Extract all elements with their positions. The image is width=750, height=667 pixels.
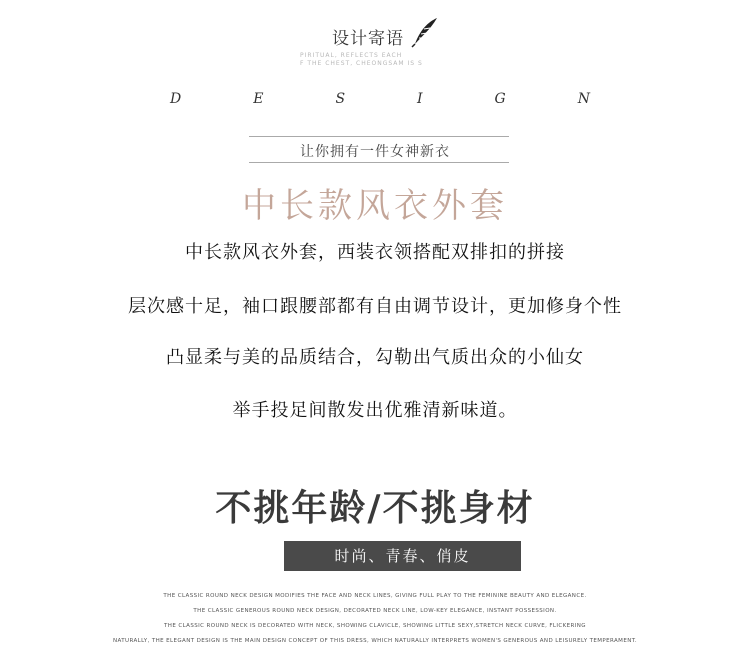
header-title: 设计寄语 [332, 29, 404, 49]
fine-print-line: THE CLASSIC GENEROUS ROUND NECK DESIGN, DECORATED NECK LINE, LOW-KEY ELEGANCE, INSTANT POSSESSION. [193, 608, 557, 614]
subtitle: 让你拥有一件女神新衣 [300, 144, 450, 160]
description-line: 层次感十足，袖口跟腰部都有自由调节设计，更加修身个性 [128, 296, 622, 317]
feather-quill-icon [410, 16, 440, 48]
fine-print-line: THE CLASSIC ROUND NECK DESIGN MODIFIES THE FACE AND NECK LINES, GIVING FULL PLAY TO THE FEMININE BEAUTY AND ELEGANCE. [163, 593, 587, 599]
design-word [170, 91, 590, 107]
fine-print-line: THE CLASSIC ROUND NECK IS DECORATED WITH NECK, SHOWING CLAVICLE, SHOWING LITTLE SEXY,STRETCH NECK CURVE, FLICKERING [164, 623, 586, 629]
description-line: 中长款风衣外套，西装衣领搭配双排扣的拼接 [185, 242, 565, 263]
style-tag-badge: 时尚、青春、俏皮 [284, 541, 521, 571]
divider-bottom [249, 162, 509, 163]
design-letter: I [417, 91, 423, 107]
design-letter: N [577, 91, 590, 107]
design-letter: E [253, 91, 264, 107]
slogan: 不挑年龄/不挑身材 [215, 488, 535, 529]
divider-top [249, 136, 509, 137]
header-tagline-1: PIRITUAL, REFLECTS EACH [300, 52, 403, 59]
design-letter: D [170, 91, 182, 107]
main-title: 中长款风衣外套 [242, 186, 508, 226]
header-tagline-2: F THE CHEST, CHEONGSAM IS S [300, 60, 423, 67]
description-line: 凸显柔与美的品质结合，勾勒出气质出众的小仙女 [166, 347, 584, 368]
design-letter: S [335, 91, 346, 107]
description-line: 举手投足间散发出优雅清新味道。 [232, 400, 518, 421]
design-letter: G [494, 91, 506, 107]
fine-print-line: NATURALLY, THE ELEGANT DESIGN IS THE MAIN DESIGN CONCEPT OF THIS DRESS, WHICH NATURALLY INTERPRETS WOMEN'S GENEROUS AND LEISURELY TEMPERAMENT. [113, 638, 637, 644]
